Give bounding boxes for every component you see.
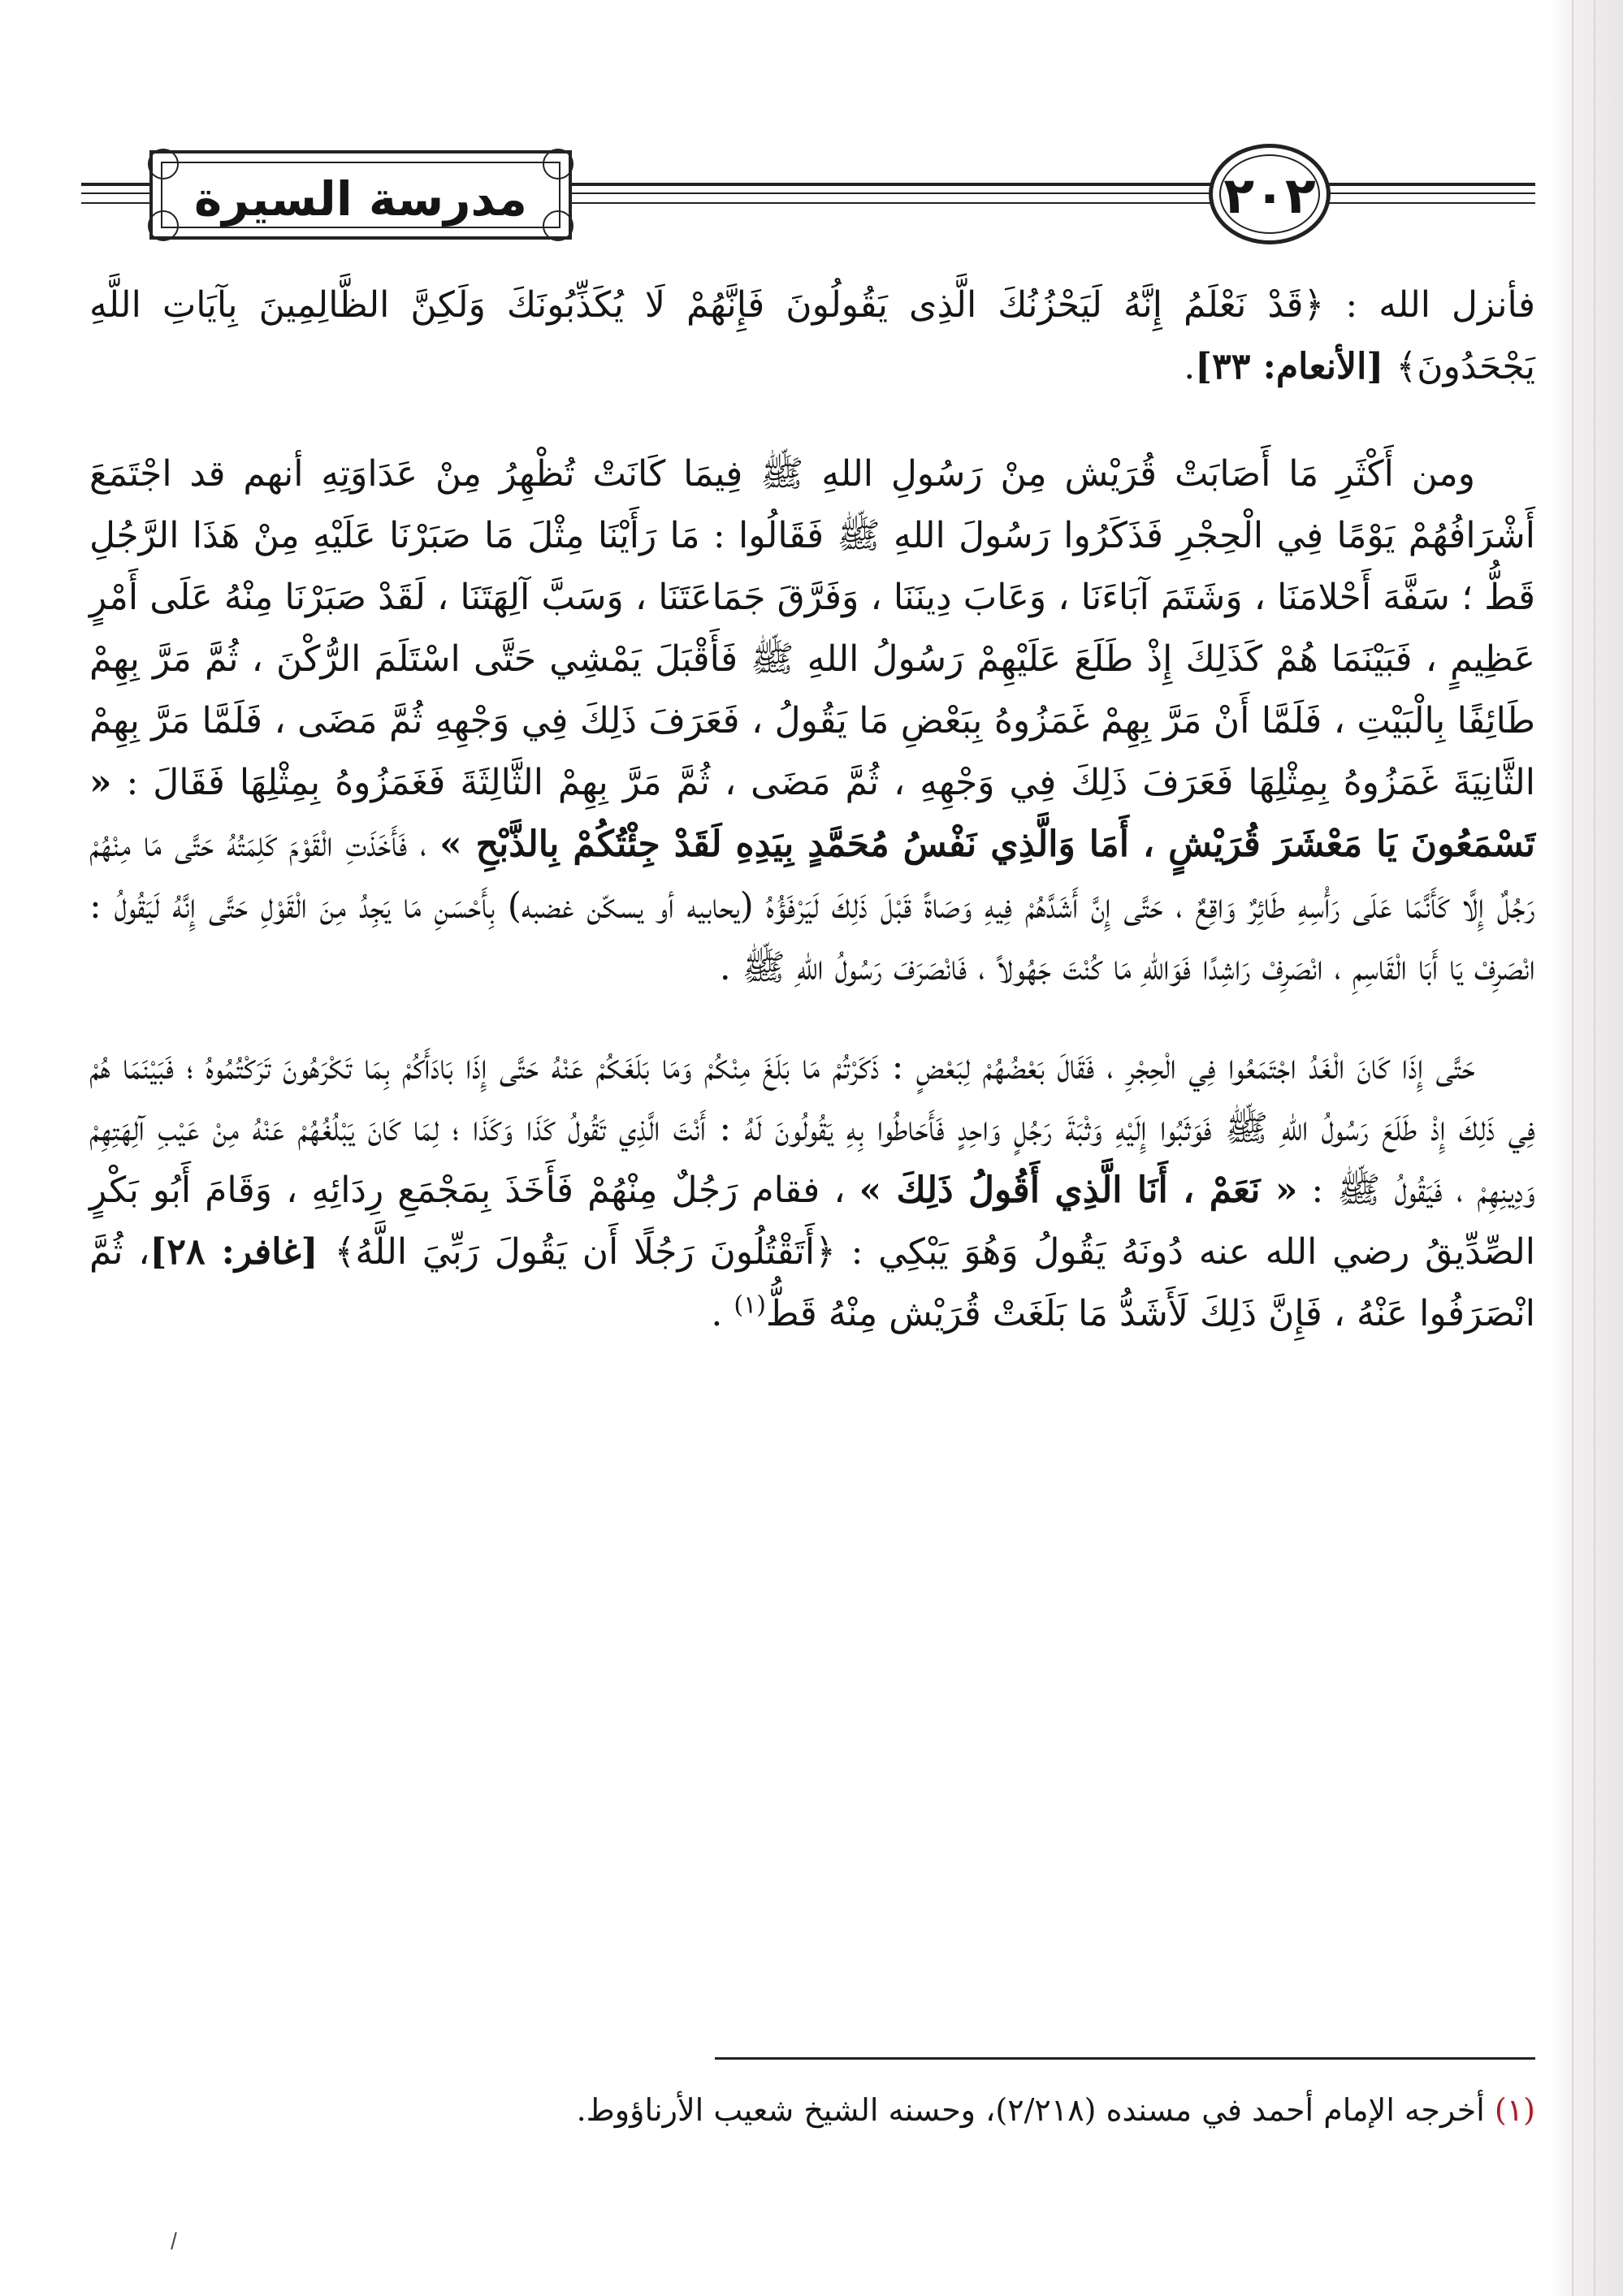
prophet-speech: « نَعَمْ ، أَنَا الَّذِي أَقُولُ ذَلِكَ » [859, 1170, 1298, 1211]
text-run: ومن أَكْثَرِ مَا أَصَابَتْ قُرَيْش مِنْ رَسُولِ اللهِ ﷺ فِيمَا كَانَتْ تُظْهِرُ مِنْ عَدَاوَتِهِ أنهم قد اجْتَمَعَ أَشْرَافُهُمْ يَوْمًا فِي الْحِجْرِ فَذَكَرُوا رَسُولَ اللهِ ﷺ فَقَالُوا : مَا رَأَيْنَا مِثْلَ مَا صَبَرْنَا عَلَيْهِ مِنْ هَذَا الرَّجُلِ قَطُّ ؛ سَفَّهَ أَحْلامَنَا ، وَشَتَمَ آبَاءَنَا ، وَعَابَ دِينَنَا ، وَفَرَّقَ جَمَاعَتَنَا ، وَسَبَّ آلِهَتَنَا ، لَقَدْ صَبَرْنَا مِنْهُ عَلَى أَمْرٍ عَظِيمٍ ، فَبَيْنَمَا هُمْ كَذَلِكَ إِذْ طَلَعَ عَلَيْهِمْ رَسُولُ اللهِ ﷺ فَأَقْبَلَ يَمْشِي حَتَّى اسْتَلَمَ الرُّكْنَ ، ثُمَّ مَرَّ بِهِمْ طَائِفًا بِالْبَيْتِ ، فَلَمَّا أَنْ مَرَّ بِهِمْ غَمَزُوهُ بِبَعْضِ مَا يَقُولُ ، فَعَرَفَ ذَلِكَ فِي وَجْهِهِ ثُمَّ مَضَى ، فَلَمَّا مَرَّ بِهِمْ الثَّانِيَةَ غَمَزُوهُ بِمِثْلِهَا فَعَرَفَ ذَلِكَ فِي وَجْهِهِ ، ثُمَّ مَضَى ، ثُمَّ مَرَّ بِهِمْ الثَّالِثَةَ فَغَمَزُوهُ بِمِثْلِهَا فَقَالَ : [89, 453, 1535, 803]
text-run: . [1184, 346, 1196, 387]
quran-quote: ﴿قَدْ نَعْلَمُ إِنَّهُ لَيَحْزُنُكَ الَّذِى يَقُولُونَ فَإِنَّهُمْ لَا يُكَذِّبُونَكَ وَلَكِنَّ الظَّالِمِينَ بِآيَاتِ اللَّهِ يَجْحَدُونَ﴾ [89, 284, 1535, 387]
text-run: ، فَأَخَذَتِ الْقَوْمَ كَلِمَتُهُ حَتَّى مَا مِنْهُمْ رَجُلٌ إِلَّا كَأَنَّمَا عَلَى رَأْسِهِ طَائِرٌ وَاقِعٌ ، حَتَّى إِنَّ أَشَدَّهُمْ فِيهِ وَصَاةً قَبْلَ ذَلِكَ لَيَرْفَؤُهُ (يحابيه أو يسكّن غضبه) بِأَحْسَنِ مَا يَجِدُ مِنَ الْقَوْلِ حَتَّى إِنَّهُ لَيَقُولُ : انْصَرِفْ يَا أَبَا الْقَاسِمِ ، انْصَرِفْ رَاشِدًا فَوَاللهِ مَا كُنْتَ جَهُولاً ، فَانْصَرَفَ رَسُولُ اللهِ ﷺ . [89, 824, 1535, 988]
text-run: . [711, 1293, 734, 1334]
paragraph [89, 275, 1535, 398]
footnote-separator [715, 2057, 1535, 2060]
footnote-marker[interactable]: (١) [734, 1291, 766, 1320]
running-title: مدرسة السيرة [194, 171, 527, 227]
text-run: ، فقام رَجُلٌ مِنْهُمْ فَأَخَذَ بِمَجْمَعِ رِدَائِهِ ، وَقَامَ أَبُو بَكْرٍ الصِّدِّيقُ رضي الله عنه دُونَهُ يَقُولُ وَهُوَ يَبْكِي : [89, 1170, 1535, 1273]
footnote-number: (١) [1494, 2092, 1535, 2128]
page-number: ٢٠٢ [1223, 166, 1316, 225]
paragraph [89, 1036, 1535, 1345]
paragraph [89, 443, 1535, 999]
footnote-text: أخرجه الإمام أحمد في مسنده (٢/٢١٨)، وحسنه الشيخ شعيب الأرناؤوط. [576, 2092, 1495, 2128]
verse-reference: [غافر: ٢٨] [149, 1231, 335, 1273]
page-header [81, 142, 1535, 272]
body-text [89, 275, 1535, 1345]
text-run: فأنزل الله : [1324, 284, 1535, 326]
page-number-badge [1209, 144, 1331, 244]
footnote [244, 2087, 1535, 2133]
text-run: ، ثُمَّ انْصَرَفُوا عَنْهُ ، فَإِنَّ ذَلِكَ لَأَشَدُّ مَا بَلَغَتْ قُرَيْش مِنْهُ قَطُّ [89, 1231, 1535, 1334]
page-edge-line [1572, 0, 1573, 2296]
page-edge-line [1594, 0, 1595, 2296]
running-title-frame [149, 150, 572, 240]
prophet-speech: « تَسْمَعُونَ يَا مَعْشَرَ قُرَيْشٍ ، أَمَا وَالَّذِي نَفْسُ مُحَمَّدٍ بِيَدِهِ لَقَدْ جِئْتُكُمْ بِالذَّبْحِ » [89, 762, 1535, 865]
page-edge-shadow [1550, 0, 1623, 2296]
stray-mark [171, 2232, 177, 2250]
text-run: حَتَّى إِذَا كَانَ الْغَدُ اجْتَمَعُوا فِي الْحِجْرِ ، فَقَالَ بَعْضُهُمْ لِبَعْضٍ : ذَكَرْتُمْ مَا بَلَغَ مِنْكُمْ وَمَا بَلَغَكُمْ عَنْهُ حَتَّى إِذَا بَادَأَكُمْ بِمَا تَكْرَهُونَ تَرَكْتُمُوهُ ؛ فَبَيْنَمَا هُمْ فِي ذَلِكَ إِذْ طَلَعَ رَسُولُ اللهِ ﷺ فَوَثَبُوا إِلَيْهِ وَثْبَةَ رَجُلٍ وَاحِدٍ فَأَحَاطُوا بِهِ يَقُولُونَ لَهُ : أَنْتَ الَّذِي تَقُولُ كَذَا وَكَذَا ؛ لِمَا كَانَ يَبْلُغُهُمْ عَنْهُ مِنْ عَيْبِ آلِهَتِهِمْ وَدِينِهِمْ ، فَيَقُولُ ﷺ : [89, 1046, 1536, 1211]
quran-quote: ﴿أَتَقْتُلُونَ رَجُلًا أَن يَقُولَ رَبِّيَ اللَّهُ﴾ [334, 1231, 836, 1273]
verse-reference: [الأنعام: ٣٣] [1195, 346, 1396, 387]
